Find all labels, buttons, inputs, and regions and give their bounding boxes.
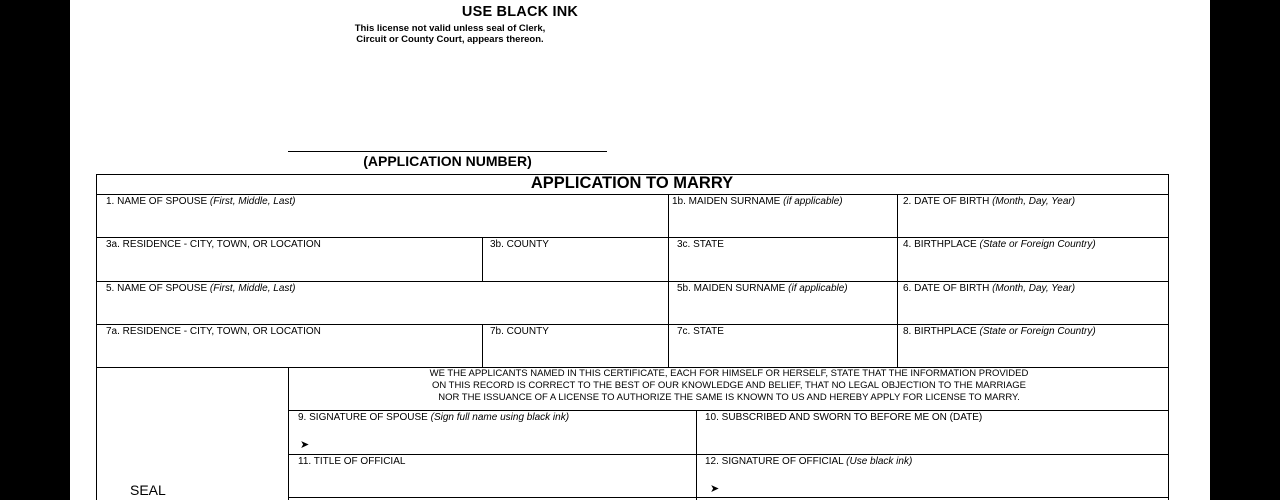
official-title-field[interactable]: [298, 456, 405, 467]
grid-line: [288, 367, 289, 500]
official-title-label: 11. TITLE OF OFFICIAL: [298, 456, 406, 467]
spouse1-maiden-surname-field[interactable]: [672, 196, 843, 207]
spouse1-maiden-surname-hint: (if applicable): [783, 196, 843, 207]
grid-line: [897, 194, 898, 367]
form-left-border: [96, 174, 97, 500]
spouse-signature-hint: (Sign full name using black ink): [430, 412, 570, 423]
spouse1-name-hint: (First, Middle, Last): [209, 196, 296, 207]
spouse2-dob-field[interactable]: [903, 283, 1075, 294]
official-signature-label: 12. SIGNATURE OF OFFICIAL: [705, 456, 844, 467]
form-right-border: [1168, 174, 1169, 500]
validity-note-line1: This license not valid unless seal of Clerk,: [354, 23, 546, 34]
spouse2-dob-hint: (Month, Day, Year): [992, 283, 1076, 294]
ink-notice: USE BLACK INK: [461, 4, 579, 20]
spouse2-dob-label: 6. DATE OF BIRTH: [903, 283, 990, 294]
spouse1-dob-label: 2. DATE OF BIRTH: [903, 196, 990, 207]
spouse1-county-label: 3b. COUNTY: [490, 239, 549, 250]
applicant-declaration: [290, 368, 1168, 404]
spouse2-birthplace-field[interactable]: [903, 326, 1096, 337]
application-number-field[interactable]: [288, 151, 607, 152]
declaration-line2: ON THIS RECORD IS CORRECT TO THE BEST OF OUR KNOWLEDGE AND BELIEF, THAT NO LEGAL OBJECTION TO THE MARRIAGE: [431, 380, 1027, 391]
grid-line: [288, 410, 1169, 411]
spouse1-maiden-surname-label: 1b. MAIDEN SURNAME: [672, 196, 781, 207]
spouse2-name-label: 5. NAME OF SPOUSE: [106, 283, 208, 294]
spouse1-name-label: 1. NAME OF SPOUSE: [106, 196, 208, 207]
grid-line: [96, 281, 1169, 282]
grid-line: [96, 237, 1169, 238]
document-page: [70, 0, 1210, 500]
grid-line: [288, 454, 1169, 455]
official-signature-hint: (Use black ink): [846, 456, 913, 467]
spouse2-county-field[interactable]: [490, 326, 549, 337]
spouse2-birthplace-hint: (State or Foreign Country): [979, 326, 1096, 337]
validity-note: [320, 23, 580, 45]
grid-line: [482, 324, 483, 367]
grid-line: [696, 410, 697, 500]
grid-line: [96, 194, 1169, 195]
official-signature-field[interactable]: [705, 456, 912, 467]
application-number-label: (APPLICATION NUMBER): [363, 153, 532, 169]
spouse1-dob-hint: (Month, Day, Year): [992, 196, 1076, 207]
spouse1-state-label: 3c. STATE: [677, 239, 724, 250]
spouse1-birthplace-field[interactable]: [903, 239, 1096, 250]
sworn-date-label: 10. SUBSCRIBED AND SWORN TO BEFORE ME ON (DATE): [705, 412, 983, 423]
spouse2-name-field[interactable]: [106, 283, 296, 294]
spouse2-county-label: 7b. COUNTY: [490, 326, 549, 337]
spouse2-maiden-surname-hint: (if applicable): [788, 283, 848, 294]
spouse1-name-field[interactable]: [106, 196, 296, 207]
grid-line: [482, 237, 483, 281]
spouse1-dob-field[interactable]: [903, 196, 1075, 207]
declaration-line1: WE THE APPLICANTS NAMED IN THIS CERTIFICATE, EACH FOR HIMSELF OR HERSELF, STATE THAT THE INFORMATION PROVIDED: [429, 368, 1029, 379]
spouse1-county-field[interactable]: [490, 239, 549, 250]
form-title: APPLICATION TO MARRY: [530, 174, 734, 192]
spouse2-birthplace-label: 8. BIRTHPLACE: [903, 326, 977, 337]
spouse-signature-label: 9. SIGNATURE OF SPOUSE: [298, 412, 428, 423]
spouse2-maiden-surname-field[interactable]: [677, 283, 848, 294]
sworn-date-field[interactable]: [705, 412, 982, 423]
spouse2-residence-field[interactable]: [106, 326, 321, 337]
arrow-right-icon: ➤: [710, 483, 720, 495]
spouse-signature-field[interactable]: [298, 412, 569, 423]
spouse2-state-label: 7c. STATE: [677, 326, 724, 337]
spouse2-name-hint: (First, Middle, Last): [209, 283, 296, 294]
validity-note-line2: Circuit or County Court, appears thereon.: [356, 34, 544, 45]
seal-label: SEAL: [130, 482, 166, 498]
spouse2-state-field[interactable]: [677, 326, 724, 337]
spouse2-residence-label: 7a. RESIDENCE - CITY, TOWN, OR LOCATION: [106, 326, 321, 337]
spouse1-residence-label: 3a. RESIDENCE - CITY, TOWN, OR LOCATION: [106, 239, 321, 250]
spouse1-birthplace-label: 4. BIRTHPLACE: [903, 239, 977, 250]
arrow-right-icon: ➤: [300, 439, 310, 451]
spouse1-birthplace-hint: (State or Foreign Country): [979, 239, 1096, 250]
grid-line: [668, 194, 669, 367]
declaration-line3: NOR THE ISSUANCE OF A LICENSE TO AUTHORIZE THE SAME IS KNOWN TO US AND HEREBY APPLY FOR LICENSE TO MARRY.: [438, 392, 1020, 403]
spouse2-maiden-surname-label: 5b. MAIDEN SURNAME: [677, 283, 786, 294]
spouse1-residence-field[interactable]: [106, 239, 321, 250]
grid-line: [96, 324, 1169, 325]
grid-line: [288, 497, 1169, 498]
spouse1-state-field[interactable]: [677, 239, 724, 250]
